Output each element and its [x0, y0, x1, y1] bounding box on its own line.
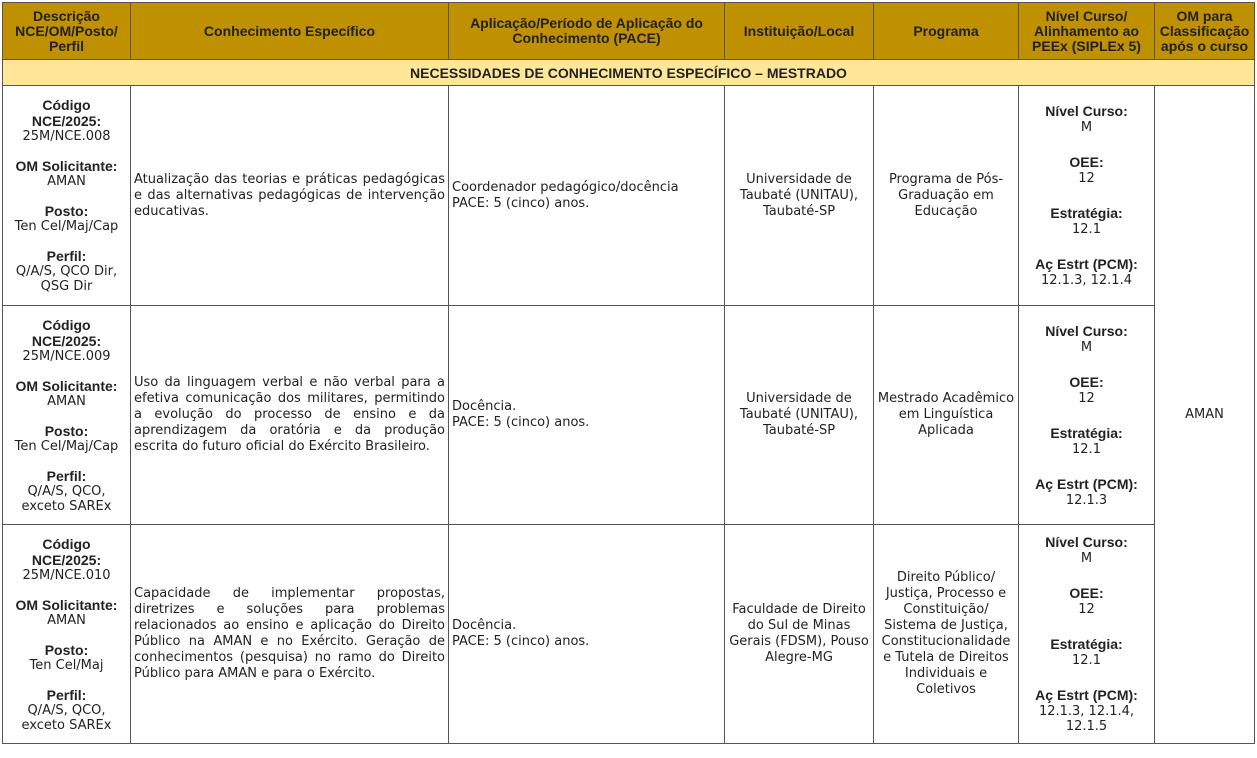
header-row: [3, 3, 1255, 60]
ac-estrt-label: Aç Estrt (PCM):: [1035, 687, 1138, 703]
aplicacao-text: Docência.: [452, 618, 517, 633]
nivel-curso-cell: [1019, 525, 1155, 744]
om-solicitante-label: OM Solicitante:: [15, 596, 118, 613]
section-title: NECESSIDADES DE CONHECIMENTO ESPECÍFICO – MESTRADO: [3, 60, 1255, 86]
perfil-value: Q/A/S, QCO, exceto SAREx: [21, 483, 112, 514]
estrategia-label: Estratégia:: [1050, 636, 1123, 652]
codigo-label: Código NCE/2025:: [31, 535, 102, 568]
om-classificacao-cell: AMAN: [1155, 86, 1255, 744]
programa-cell: Direito Público/ Justiça, Processo e Constituição/ Sistema de Justiça, Constitucionalidade e Tutela de Direitos Individuais e Coletivos: [874, 525, 1019, 744]
section-row: [3, 60, 1255, 86]
descricao-cell: [3, 525, 131, 744]
estrategia-label: Estratégia:: [1050, 205, 1123, 221]
posto-value: Ten Cel/Maj: [29, 657, 104, 673]
nivel-curso-cell: [1019, 86, 1155, 306]
estrategia-value: 12.1: [1072, 441, 1101, 457]
descricao-cell: [3, 86, 131, 306]
estrategia-value: 12.1: [1072, 222, 1101, 237]
instituicao-cell: Faculdade de Direito do Sul de Minas Gerais (FDSM), Pouso Alegre-MG: [725, 525, 874, 744]
nivel-curso-label: Nível Curso:: [1045, 103, 1128, 119]
conhecimento-cell: Capacidade de implementar propostas, diretrizes e soluções para problemas relacionados ao ensino e aplicação do Direito Público na AMAN e no Exército. Geração de conhecimentos (pesquisa) no ramo do Direito Público para AMAN e para o Exército.: [131, 525, 449, 744]
table-row: [3, 525, 1255, 744]
header-aplicacao: Aplicação/Período de Aplicação do Conhecimento (PACE): [449, 3, 725, 60]
nivel-curso-label: Nível Curso:: [1045, 322, 1128, 339]
nivel-curso-value: M: [1080, 339, 1093, 355]
codigo-value: 25M/NCE.009: [22, 348, 111, 364]
header-om-classificacao: OM para Classificação após o curso: [1155, 3, 1255, 60]
oee-label: OEE:: [1069, 585, 1104, 601]
table-row: [3, 86, 1255, 306]
aplicacao-text: Docência.: [452, 399, 517, 414]
header-instituicao: Instituição/Local: [725, 3, 874, 60]
codigo-value: 25M/NCE.010: [22, 567, 111, 583]
om-solicitante-value: AMAN: [47, 612, 86, 628]
codigo-value: 25M/NCE.008: [22, 129, 111, 144]
codigo-label: Código NCE/2025:: [31, 316, 102, 349]
aplicacao-text: Coordenador pedagógico/docência: [452, 179, 679, 195]
nce-table: [2, 2, 1255, 744]
aplicacao-cell: [449, 525, 725, 744]
pace-text: PACE: 5 (cinco) anos.: [452, 195, 590, 211]
perfil-label: Perfil:: [46, 686, 87, 703]
header-conhecimento: Conhecimento Específico: [131, 3, 449, 60]
oee-value: 12: [1078, 171, 1095, 186]
pace-text: PACE: 5 (cinco) anos.: [452, 634, 590, 649]
nivel-curso-cell: [1019, 306, 1155, 525]
pace-text: PACE: 5 (cinco) anos.: [452, 415, 590, 430]
programa-cell: Mestrado Acadêmico em Linguística Aplicada: [874, 306, 1019, 525]
posto-label: Posto:: [44, 422, 89, 439]
perfil-label: Perfil:: [46, 467, 87, 484]
aplicacao-cell: [449, 86, 725, 306]
ac-estrt-label: Aç Estrt (PCM):: [1035, 475, 1138, 492]
nivel-curso-label: Nível Curso:: [1045, 534, 1128, 550]
ac-estrt-value: 12.1.3: [1065, 492, 1108, 508]
header-programa: Programa: [874, 3, 1019, 60]
oee-value: 12: [1078, 602, 1095, 617]
ac-estrt-label: Aç Estrt (PCM):: [1035, 256, 1138, 272]
estrategia-value: 12.1: [1072, 653, 1101, 668]
estrategia-label: Estratégia:: [1050, 424, 1123, 441]
ac-estrt-value: 12.1.3, 12.1.4, 12.1.5: [1038, 704, 1135, 734]
instituicao-cell: Universidade de Taubaté (UNITAU), Taubaté-SP: [725, 86, 874, 306]
oee-value: 12: [1078, 390, 1095, 406]
conhecimento-cell: Uso da linguagem verbal e não verbal para a efetiva comunicação dos militares, permitindo a evolução do processo de ensino e da aprendizagem da oratória e da produção escrita do futuro oficial do Exército Brasileiro.: [131, 306, 449, 525]
conhecimento-cell: Atualização das teorias e práticas pedagógicas e das alternativas pedagógicas de intervenção educativas.: [131, 86, 449, 306]
posto-label: Posto:: [44, 203, 89, 219]
table-row: [3, 306, 1255, 525]
posto-value: Ten Cel/Maj/Cap: [14, 219, 119, 234]
codigo-label: Código NCE/2025:: [31, 97, 102, 129]
perfil-label: Perfil:: [46, 248, 87, 264]
perfil-value: Q/A/S, QCO, exceto SAREx: [21, 702, 112, 733]
nivel-curso-value: M: [1080, 120, 1093, 135]
om-solicitante-label: OM Solicitante:: [15, 377, 118, 394]
nivel-curso-value: M: [1080, 551, 1093, 566]
aplicacao-cell: [449, 306, 725, 525]
om-solicitante-value: AMAN: [47, 393, 86, 409]
header-nivel-curso: Nível Curso/ Alinhamento ao PEEx (SIPLEx 5): [1019, 3, 1155, 60]
posto-value: Ten Cel/Maj/Cap: [14, 438, 119, 454]
oee-label: OEE:: [1069, 373, 1104, 390]
programa-cell: Programa de Pós-Graduação em Educação: [874, 86, 1019, 306]
om-solicitante-value: AMAN: [47, 174, 86, 189]
descricao-cell: [3, 306, 131, 525]
perfil-value: Q/A/S, QCO Dir, QSG Dir: [15, 264, 118, 294]
oee-label: OEE:: [1069, 154, 1104, 170]
instituicao-cell: Universidade de Taubaté (UNITAU), Taubaté-SP: [725, 306, 874, 525]
posto-label: Posto:: [44, 641, 89, 658]
ac-estrt-value: 12.1.3, 12.1.4: [1041, 273, 1132, 288]
header-descricao: Descrição NCE/OM/Posto/ Perfil: [3, 3, 131, 60]
om-solicitante-label: OM Solicitante:: [15, 158, 118, 174]
